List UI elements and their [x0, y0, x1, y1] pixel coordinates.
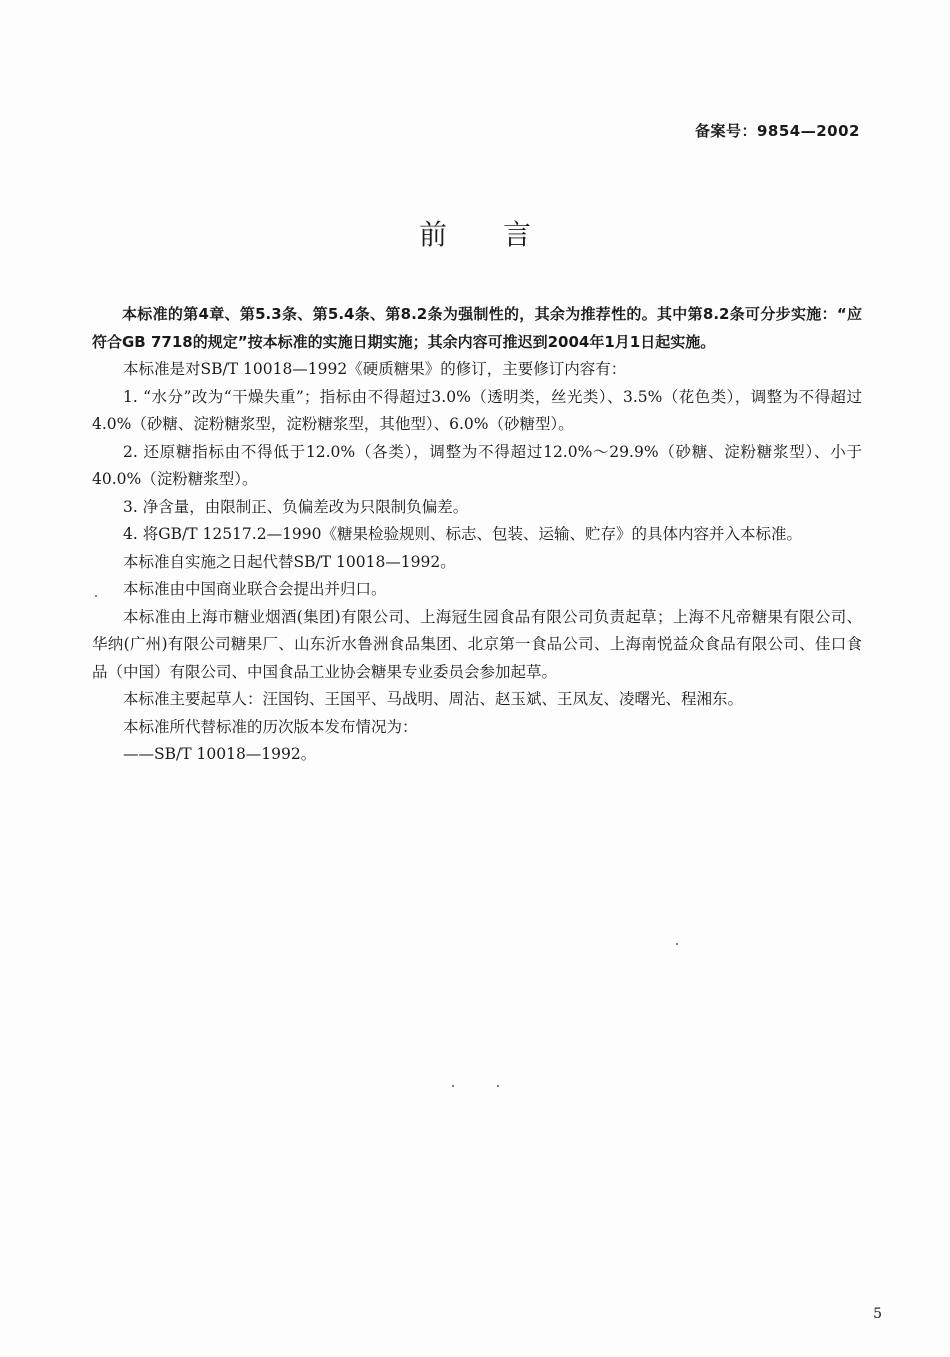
record-number: 备案号：9854—2002: [695, 122, 860, 140]
document-body: [92, 301, 862, 769]
paragraph-history-item: ——SB/T 10018—1992。: [123, 745, 317, 763]
paragraph-item-3: 3. 净含量，由限制正、负偏差改为只限制负偏差。: [123, 497, 469, 516]
paragraph-history-intro: 本标准所代替标准的历次版本发布情况为：: [123, 717, 418, 736]
page-number: 5: [873, 1306, 882, 1322]
paragraph-drafting-units: 本标准由上海市糖业烟酒(集团)有限公司、上海冠生园食品有限公司负责起草；上海不凡帝糖果有限公司、华纳(广州)有限公司糖果厂、山东沂水鲁洲食品集团、北京第一食品公司、上海南悦益众食品有限公司、佳口食品（中国）有限公司、中国食品工业协会糖果专业委员会参加起草。: [92, 607, 862, 681]
paragraph-replacement: 本标准自实施之日起代替SB/T 10018—1992。: [123, 552, 456, 571]
paragraph-drafters: 本标准主要起草人：汪国钧、王国平、马战明、周沾、赵玉斌、王凤友、凌曙光、程湘东。: [123, 690, 744, 708]
paragraph-proposer: 本标准由中国商业联合会提出并归口。: [123, 580, 387, 598]
paragraph-item-2: 2. 还原糖指标由不得低于12.0%（各类），调整为不得超过12.0%～29.9%（砂糖、淀粉糖浆型）、小于40.0%（淀粉糖浆型）。: [92, 442, 862, 488]
paragraph-item-4: 4. 将GB/T 12517.2—1990《糖果检验规则、标志、包装、运输、贮存》的具体内容并入本标准。: [123, 525, 803, 543]
paragraph-mandatory-clauses: 本标准的第4章、第5.3条、第5.4条、第8.2条为强制性的，其余为推荐性的。其中第8.2条可分步实施：“应符合GB 7718的规定”按本标准的实施日期实施；其余内容可推迟到2004年1月1日起实施。: [92, 305, 862, 351]
scan-speck: [95, 595, 97, 597]
scan-speck: [497, 1085, 499, 1087]
scan-speck: [452, 1085, 454, 1087]
paragraph-item-1: 1. “水分”改为“干燥失重”；指标由不得超过3.0%（透明类，丝光类）、3.5%（花色类），调整为不得超过4.0%（砂糖、淀粉糖浆型，淀粉糖浆型，其他型）、6.0%（砂糖型）。: [92, 387, 862, 433]
page-title: 前言: [418, 218, 587, 251]
paragraph-revision-intro: 本标准是对SB/T 10018—1992《硬质糖果》的修订，主要修订内容有：: [123, 360, 627, 378]
scan-speck: [676, 943, 678, 945]
